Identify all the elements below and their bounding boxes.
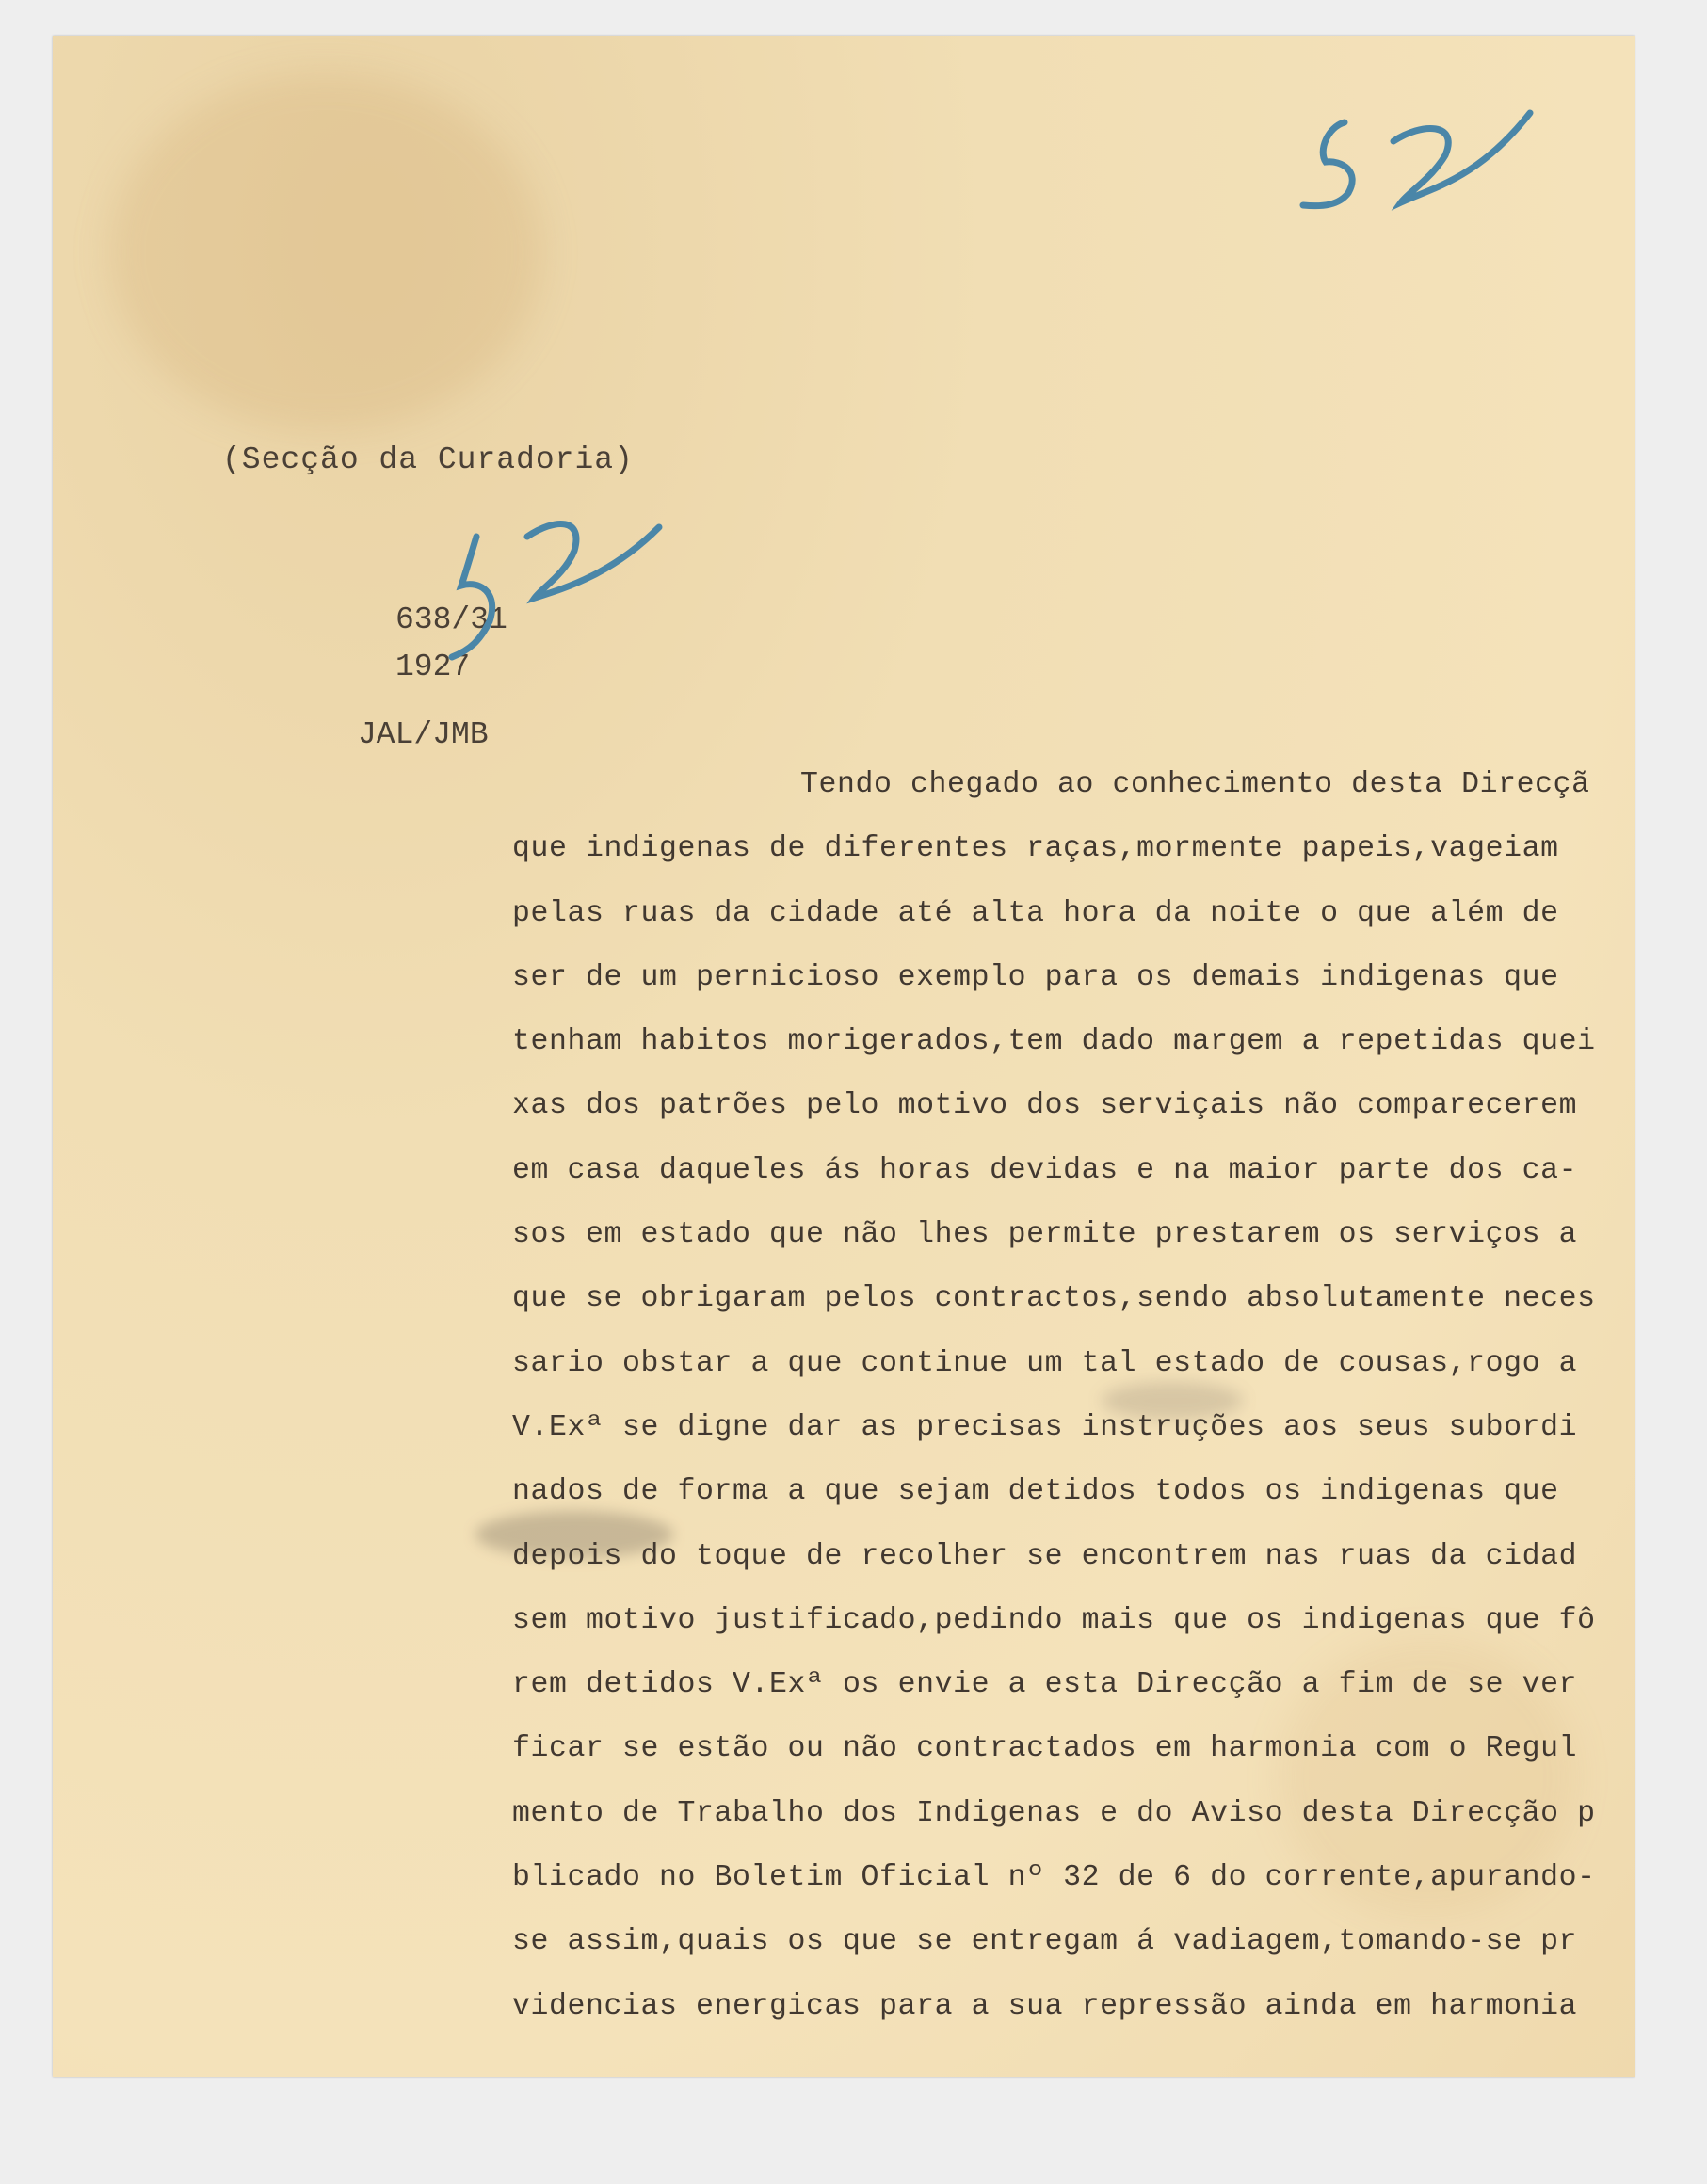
body-line: tenham habitos morigerados,tem dado margem a repetidas quei (512, 1025, 1596, 1059)
body-line: blicado no Boletim Oficial nº 32 de 6 do corrente,apurando- (512, 1861, 1596, 1895)
body-line: pelas ruas da cidade até alta hora da noite o que além de (512, 896, 1559, 930)
body-line: xas dos patrões pelo motivo dos serviçais não comparecerem (512, 1089, 1578, 1123)
reference-initials: JAL/JMB (358, 717, 489, 752)
body-line: que se obrigaram pelos contractos,sendo absolutamente neces (512, 1282, 1596, 1316)
paper-stain (109, 73, 542, 431)
body-line: em casa daqueles ás horas devidas e na maior parte dos ca- (512, 1153, 1578, 1187)
body-line: ficar se estão ou não contractados em harmonia com o Regul (512, 1732, 1578, 1766)
body-line: videncias energicas para a sua repressão ainda em harmonia (512, 1989, 1578, 2023)
reference-number: 638/31 (395, 602, 507, 637)
body-line: sos em estado que não lhes permite prestarem os serviços a (512, 1218, 1578, 1252)
section-heading: (Secção da Curadoria) (222, 442, 634, 477)
letter-body (512, 753, 1623, 2039)
body-line: Tendo chegado ao conhecimento desta Direcçã (800, 768, 1590, 801)
body-line: rem detidos V.Exª os envie a esta Direcção a fim de se ver (512, 1668, 1578, 1702)
body-line: se assim,quais os que se entregam á vadiagem,tomando-se pr (512, 1925, 1578, 1959)
body-line: mento de Trabalho dos Indigenas e do Aviso desta Direcção p (512, 1796, 1596, 1830)
body-line: ser de um pernicioso exemplo para os demais indigenas que (512, 960, 1559, 994)
folio-number-top (1290, 85, 1544, 226)
reference-year: 1927 (395, 650, 471, 684)
body-line: sario obstar a que continue um tal estado de cousas,rogo a (512, 1346, 1578, 1380)
body-line: V.Exª se digne dar as precisas instruções aos seus subordi (512, 1410, 1578, 1444)
body-line: depois do toque de recolher se encontrem nas ruas da cidad (512, 1539, 1578, 1573)
folio-number-overwrite (433, 499, 668, 687)
body-line: nados de forma a que sejam detidos todos os indigenas que (512, 1475, 1559, 1509)
body-line: que indigenas de diferentes raças,mormente papeis,vageiam (512, 832, 1559, 866)
body-line: sem motivo justificado,pedindo mais que os indigenas que fô (512, 1603, 1596, 1637)
